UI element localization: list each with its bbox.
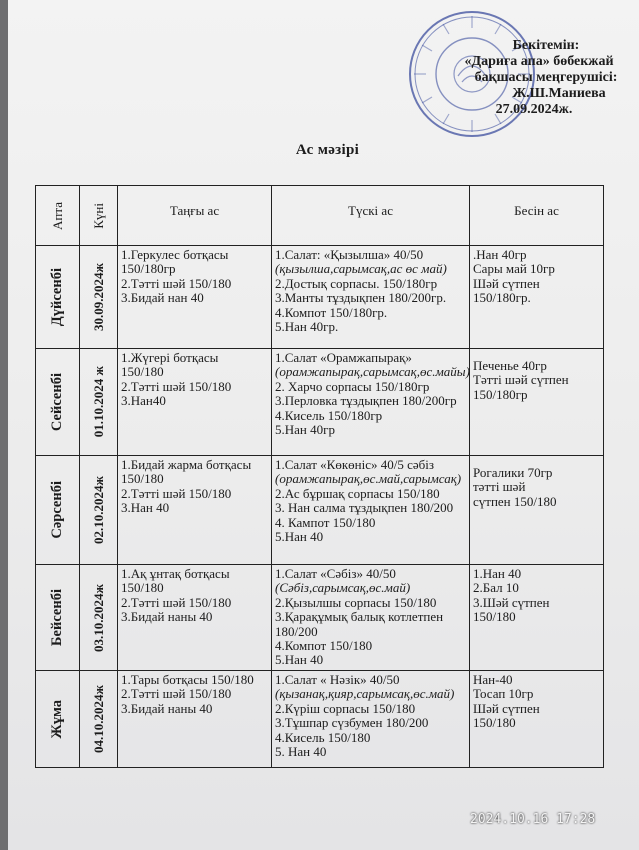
date-label: 02.10.2024ж [90, 476, 106, 544]
table-row [36, 456, 604, 565]
breakfast-cell [118, 456, 272, 565]
menu-line: 1.Геркулес ботқасы [121, 247, 229, 262]
snack-cell [470, 246, 604, 349]
lunch-cell [272, 349, 470, 456]
menu-line: (Сәбіз,сарымсақ,өс.май) [275, 580, 411, 596]
date-label: 30.09.2024ж [90, 263, 106, 331]
menu-line: 3.Нан40 [121, 393, 166, 409]
week-day-cell [36, 671, 80, 768]
date-cell [80, 565, 118, 671]
menu-line: 2.Бал 10 [473, 580, 519, 596]
week-day-cell [36, 349, 80, 456]
menu-line: 1.Салат: «Қызылша» 40/50 [275, 247, 424, 262]
menu-line: 1.Ақ ұнтақ ботқасы [121, 566, 230, 581]
date-label: 01.10.2024 ж [90, 366, 106, 438]
breakfast-cell [118, 565, 272, 671]
header-lunch: Түскі ас [272, 186, 470, 246]
menu-line: 2.Ас бұршақ сорпасы 150/180 [275, 485, 440, 501]
menu-line: 3.Манты тұздықпен 180/200гр. [275, 290, 447, 306]
menu-line: Печенье 40гр [473, 358, 547, 373]
menu-line: 3. Нан салма тұздықпен 180/200 [275, 500, 454, 516]
week-day-label: Жұма [49, 699, 65, 739]
menu-line: .Нан 40гр [473, 247, 527, 262]
approval-block [446, 38, 639, 118]
menu-line: 3.Бидай наны 40 [121, 609, 213, 625]
menu-line: 5.Нан 40 [275, 529, 324, 545]
table-row [36, 671, 604, 768]
menu-line: 3.Тұшпар сүзбумен 180/200 [275, 715, 429, 731]
snack-cell [470, 671, 604, 768]
week-day-label: Бейсенбі [49, 588, 65, 647]
menu-line: 5.Нан 40гр [275, 422, 335, 438]
header-week: Апта [36, 186, 80, 246]
menu-line: 150/180гр [473, 386, 528, 402]
date-label: 03.10.2024ж [90, 583, 106, 652]
menu-line: Тосап 10гр [473, 686, 534, 702]
menu-line: 150/180 [473, 715, 516, 731]
menu-line: 2.Тәтті шәй 150/180 [121, 594, 232, 610]
page-title: Ас мәзірі [295, 142, 360, 158]
menu-line: 3.Перловка тұздықпен 180/200гр [275, 393, 457, 409]
menu-line: 150/180гр [121, 261, 176, 277]
approval-date: 27.09.2024ж. [495, 102, 573, 117]
week-day-cell [36, 565, 80, 671]
table-row [36, 349, 604, 456]
date-cell [80, 671, 118, 768]
menu-line: 1.Тары ботқасы 150/180 [121, 672, 254, 687]
week-day-cell [36, 456, 80, 565]
menu-line: 180/200 [275, 623, 318, 639]
menu-line: 1.Салат «Орамжапырақ» [275, 350, 412, 365]
menu-line: Сары май 10гр [473, 261, 555, 277]
menu-line: Тәтті шәй сүтпен [473, 372, 569, 388]
week-day-label: Сейсенбі [49, 372, 65, 432]
lunch-cell [272, 246, 470, 349]
menu-line: (қызанақ,қияр,сарымсақ,өс.май) [275, 686, 455, 702]
menu-line: 1.Нан 40 [473, 566, 522, 581]
approval-line: Бекітемін: [512, 38, 580, 53]
menu-line: 150/180 [121, 471, 164, 487]
menu-line: 2.Достық сорпасы. 150/180гр [275, 275, 438, 291]
menu-line: 1.Салат «Көкөніс» 40/5 сәбіз [275, 457, 434, 472]
date-cell [80, 456, 118, 565]
menu-table [35, 185, 604, 768]
approval-signature-name: Ж.Ш.Маниева [512, 86, 606, 101]
snack-cell [470, 456, 604, 565]
menu-line: 1.Салат « Нәзік» 40/50 [275, 672, 400, 687]
menu-line: 3.Нан 40 [121, 500, 170, 516]
menu-line: 5.Нан 40 [275, 652, 324, 668]
breakfast-cell [118, 671, 272, 768]
photo-timestamp: 2024.10.16 17:28 [470, 812, 596, 827]
menu-line: 2.Тәтті шәй 150/180 [121, 485, 232, 501]
table-header-row [36, 186, 604, 246]
menu-line: (қызылша,сарымсақ,ас өс май) [275, 261, 447, 277]
menu-line: 3.Бидай наны 40 [121, 700, 213, 716]
week-day-label: Дүйсенбі [49, 267, 65, 327]
lunch-cell [272, 671, 470, 768]
date-label: 04.10.2024ж [90, 685, 106, 753]
menu-line: Шәй сүтпен [473, 275, 540, 291]
menu-line: 3.Бидай нан 40 [121, 290, 204, 306]
menu-line: 4.Кисель 150/180гр [275, 407, 383, 423]
approval-line: «Дариға апа» бөбекжай [464, 54, 614, 69]
snack-cell [470, 565, 604, 671]
breakfast-cell [118, 349, 272, 456]
snack-cell [470, 349, 604, 456]
menu-line: 150/180 [121, 580, 164, 596]
menu-line: 150/180гр. [473, 290, 531, 306]
header-breakfast: Таңғы ас [118, 186, 272, 246]
breakfast-cell [118, 246, 272, 349]
menu-line: сүтпен 150/180 [473, 493, 557, 509]
menu-line: 4.Кисель 150/180 [275, 729, 371, 745]
table-row [36, 565, 604, 671]
date-cell [80, 349, 118, 456]
week-day-label: Сәрсенбі [49, 481, 65, 539]
menu-line: 4. Кампот 150/180 [275, 514, 376, 530]
week-day-cell [36, 246, 80, 349]
menu-line: 1.Жүгері ботқасы [121, 350, 219, 365]
menu-line: Шәй сүтпен [473, 700, 540, 716]
lunch-cell [272, 456, 470, 565]
menu-line: 2.Тәтті шәй 150/180 [121, 275, 232, 291]
menu-line: (орамжапырақ,сарымсақ,өс.майы) [275, 364, 470, 380]
menu-line: 2. Харчо сорпасы 150/180гр [275, 378, 430, 394]
menu-line: 2.Тәтті шәй 150/180 [121, 686, 232, 702]
menu-line: Нан-40 [473, 672, 513, 687]
menu-line: 3.Шәй сүтпен [473, 594, 550, 610]
menu-line: 5. Нан 40 [275, 744, 327, 760]
menu-line: 4.Компот 150/180 [275, 638, 373, 654]
header-day: Күні [80, 186, 118, 246]
lunch-cell [272, 565, 470, 671]
approval-line: бақшасы меңгерушісі: [474, 70, 618, 85]
menu-line: 1.Салат «Сәбіз» 40/50 [275, 566, 396, 581]
table-row [36, 246, 604, 349]
header-snack: Бесін ас [470, 186, 604, 246]
menu-line: Рогалики 70гр [473, 465, 553, 480]
menu-line: 3.Қарақұмық балық котлетпен [275, 609, 444, 625]
menu-line: тәтті шәй [473, 479, 526, 495]
menu-line: 1.Бидай жарма ботқасы [121, 457, 252, 472]
menu-line: 2.Қызылшы сорпасы 150/180 [275, 594, 437, 610]
menu-line: 5.Нан 40гр. [275, 319, 339, 335]
menu-line: 2.Тәтті шәй 150/180 [121, 378, 232, 394]
menu-line: 4.Компот 150/180гр. [275, 304, 388, 320]
date-cell [80, 246, 118, 349]
menu-line: (орамжапырақ,өс.май,сарымсақ) [275, 471, 462, 487]
menu-line: 150/180 [473, 609, 516, 625]
menu-line: 150/180 [121, 364, 164, 380]
menu-line: 2.Күріш сорпасы 150/180 [275, 700, 416, 716]
